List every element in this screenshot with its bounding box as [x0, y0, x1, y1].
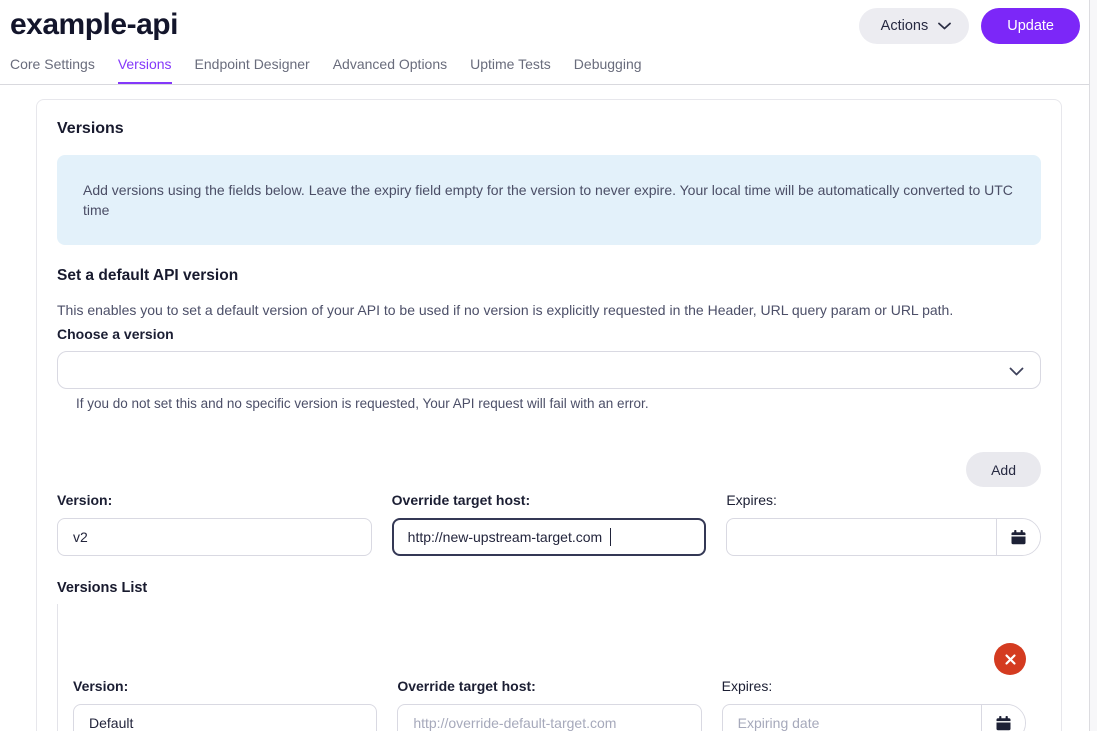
calendar-button[interactable] — [982, 705, 1025, 731]
close-icon — [1004, 653, 1017, 666]
tab-endpoint-designer[interactable]: Endpoint Designer — [194, 56, 310, 72]
calendar-icon — [995, 715, 1012, 731]
vertical-scrollbar[interactable] — [1089, 0, 1097, 731]
page-title: example-api — [10, 8, 178, 41]
tab-bar — [10, 52, 1089, 84]
version-label: Version: — [57, 492, 113, 508]
default-version-description: This enables you to set a default version of your API to be used if no version is explicitly requested in the Header, URL query param or URL path. — [57, 302, 954, 318]
choose-version-label: Choose a version — [57, 326, 174, 342]
page-header — [0, 0, 1089, 85]
info-banner-text: Add versions using the fields below. Leave the expiry field empty for the version to never expire. Your local time will be automatically converted to UTC time — [83, 182, 1013, 218]
chevron-down-icon — [938, 22, 951, 30]
list-expires-input[interactable] — [723, 705, 982, 731]
actions-button[interactable] — [859, 8, 970, 44]
override-host-input[interactable] — [392, 518, 707, 556]
text-cursor — [610, 528, 612, 546]
default-version-helper: If you do not set this and no specific version is requested, Your API request will fail with an error. — [76, 396, 649, 411]
expires-field-group — [726, 518, 1041, 556]
tab-versions[interactable]: Versions — [118, 52, 172, 84]
versions-panel — [36, 99, 1062, 731]
default-version-heading: Set a default API version — [57, 267, 239, 284]
expires-label: Expires: — [721, 678, 773, 694]
tab-debugging[interactable]: Debugging — [573, 56, 642, 72]
panel-heading: Versions — [57, 120, 124, 137]
update-button[interactable] — [981, 8, 1080, 44]
chevron-down-icon — [1009, 363, 1024, 379]
calendar-button[interactable] — [997, 519, 1040, 555]
expires-field-group — [722, 704, 1026, 731]
tab-uptime-tests[interactable]: Uptime Tests — [470, 56, 551, 72]
default-version-select[interactable] — [57, 351, 1041, 389]
info-banner — [57, 155, 1041, 245]
version-input[interactable] — [57, 518, 372, 556]
add-version-button-label: Add — [991, 461, 1016, 478]
calendar-icon — [1010, 529, 1027, 546]
delete-version-button[interactable] — [994, 643, 1026, 675]
version-label: Version: — [73, 678, 129, 694]
tab-core-settings[interactable]: Core Settings — [10, 56, 95, 72]
expires-input[interactable] — [727, 519, 997, 555]
list-override-host-input[interactable] — [397, 704, 701, 731]
update-button-label: Update — [1007, 18, 1054, 34]
version-list-item — [57, 604, 1041, 731]
tab-advanced-options[interactable]: Advanced Options — [332, 56, 448, 72]
add-version-form — [57, 492, 1041, 556]
versions-list-heading: Versions List — [57, 580, 148, 596]
list-version-input[interactable] — [73, 704, 377, 731]
override-host-label: Override target host: — [397, 678, 536, 694]
add-version-button[interactable] — [966, 452, 1041, 487]
header-actions — [859, 8, 1080, 44]
expires-label: Expires: — [726, 492, 777, 508]
override-host-label: Override target host: — [391, 492, 531, 508]
actions-button-label: Actions — [880, 18, 929, 34]
